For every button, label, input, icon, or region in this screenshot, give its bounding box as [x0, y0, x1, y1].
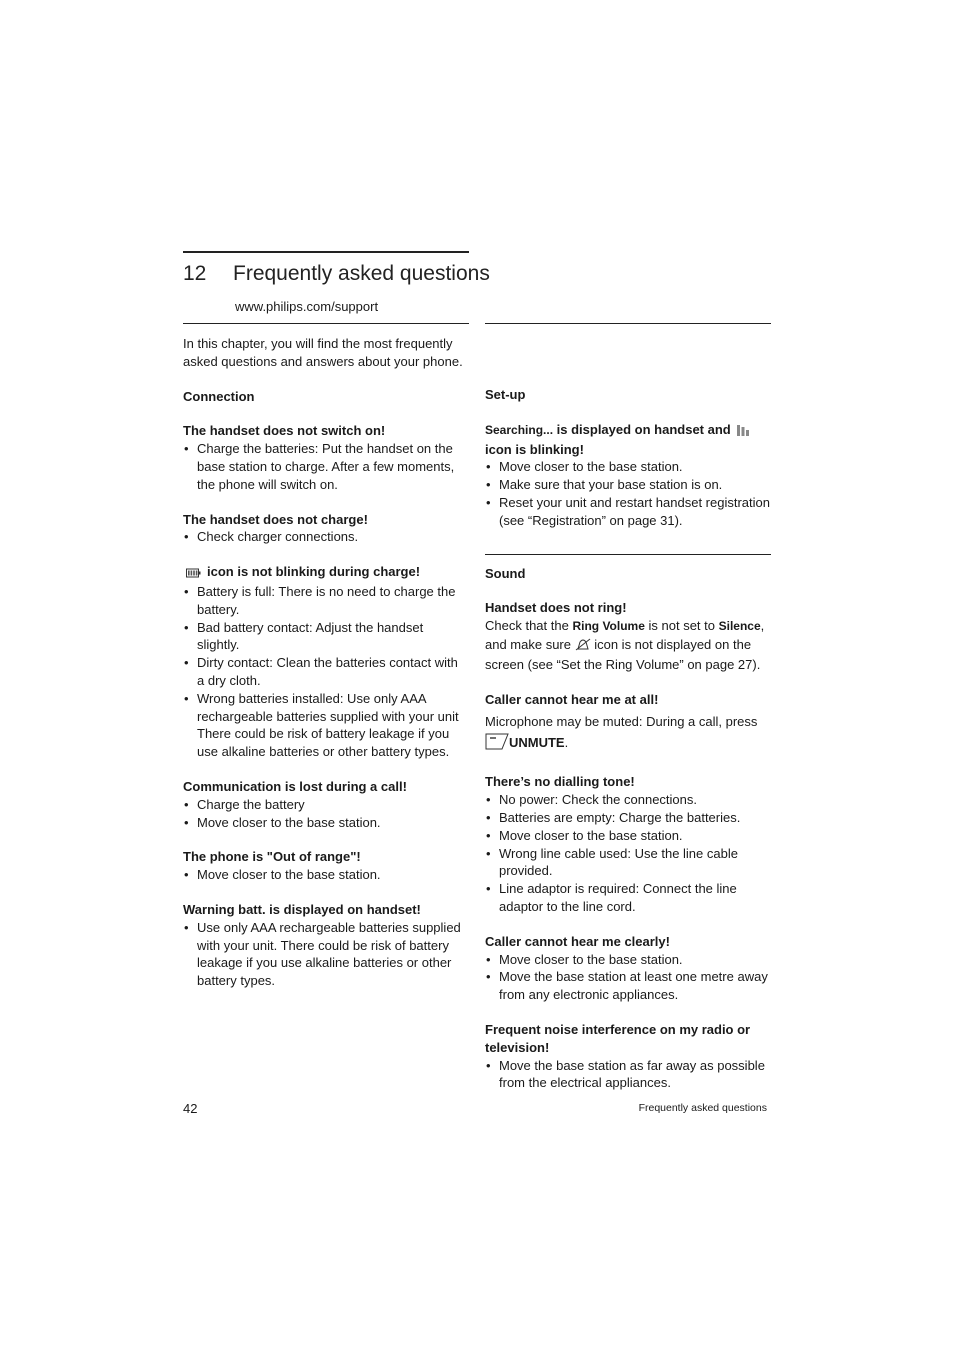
- text-run: Check that the: [485, 618, 573, 634]
- list-item: • Line adaptor is required: Connect the line adaptor to the line cord.: [485, 880, 771, 916]
- list-item: • Move closer to the base station.: [485, 951, 771, 969]
- section-connection: Connection: [183, 388, 255, 404]
- top-rule: [183, 251, 469, 253]
- question-title-text: icon is not blinking during charge!: [207, 564, 421, 580]
- section-sound: Sound: [485, 565, 526, 581]
- question-title: Warning batt. is displayed on handset!: [183, 901, 421, 917]
- menu-silence: Silence: [718, 619, 761, 634]
- intro-text: In this chapter, you will find the most frequently asked questions and answers about your phone.: [183, 336, 463, 369]
- question-title: Caller cannot hear me clearly!: [485, 933, 670, 949]
- section-setup: Set-up: [485, 387, 526, 402]
- list-item: • Move closer to the base station.: [485, 827, 771, 845]
- menu-ring-volume: Ring Volume: [572, 619, 645, 634]
- list-item: • Move closer to the base station.: [485, 458, 771, 476]
- text-run: is not set to: [644, 618, 719, 634]
- question-title: Handset does not ring!: [485, 600, 627, 616]
- chapter-title-text: Frequently asked questions: [233, 262, 490, 285]
- question-title: Caller cannot hear me at all!: [485, 691, 659, 707]
- chapter-title: [183, 262, 490, 286]
- right-header-rule: [485, 323, 771, 324]
- answer-list: [183, 796, 468, 832]
- answer-text: [485, 711, 771, 756]
- answer-list: [485, 458, 771, 529]
- answer-text: [485, 617, 771, 673]
- question-title: The handset does not charge!: [183, 511, 368, 527]
- question-title: The phone is "Out of range"!: [183, 849, 361, 865]
- list-item: • Charge the battery: [183, 796, 468, 814]
- answer-list: [183, 440, 468, 493]
- question-title: The handset does not switch on!: [183, 423, 386, 439]
- list-item: • Batteries are empty: Charge the batteries.: [485, 809, 771, 827]
- question-title: Frequent noise interference on my radio or television!: [485, 1021, 751, 1055]
- question-title-mid: is displayed on handset and: [553, 421, 735, 437]
- ringer-off-icon: [575, 638, 591, 656]
- list-item: • Reset your unit and restart handset registration (see “Registration” on page 31).: [485, 494, 771, 530]
- text-run: Microphone may be muted: During a call, press: [485, 714, 758, 730]
- softkey-icon: [485, 733, 509, 756]
- answer-list: [485, 1057, 771, 1093]
- text-run: .: [564, 735, 569, 751]
- unmute-key: UNMUTE: [509, 735, 565, 751]
- list-item: • Make sure that your base station is on.: [485, 476, 771, 494]
- page-number: 42: [183, 1101, 198, 1116]
- answer-list: [183, 583, 468, 761]
- list-item: • Wrong batteries installed: Use only AAA rechargeable batteries supplied with your unit There could be risk of battery leakage if you use alkaline batteries or other battery types.: [183, 690, 468, 761]
- answer-list: [183, 528, 468, 546]
- list-item: • Check charger connections.: [183, 528, 468, 546]
- list-item: • Move the base station as far away as possible from the electrical appliances.: [485, 1057, 771, 1093]
- answer-list: [485, 791, 771, 916]
- signal-bars-icon: [737, 423, 751, 441]
- text-run: , and make sure: [485, 618, 765, 652]
- list-item: • Dirty contact: Clean the batteries contact with a dry cloth.: [183, 654, 468, 690]
- text-run: icon is not displayed on the screen (see “Set the Ring Volume” on page 27).: [485, 636, 761, 672]
- list-item: • Move closer to the base station.: [183, 866, 468, 884]
- question-title: There’s no dialling tone!: [485, 774, 635, 790]
- battery-icon: [185, 565, 201, 583]
- chapter-number: 12: [183, 262, 207, 285]
- answer-list: [183, 866, 468, 884]
- list-item: • Battery is full: There is no need to charge the battery.: [183, 583, 468, 619]
- list-item: • Move closer to the base station.: [183, 814, 468, 832]
- left-header-rule: [183, 323, 469, 324]
- question-title: [183, 563, 468, 583]
- question-title-end: icon is blinking!: [485, 441, 584, 457]
- right-column: [485, 386, 771, 1109]
- list-item: • No power: Check the connections.: [485, 791, 771, 809]
- answer-list: [183, 919, 468, 990]
- question-title: Communication is lost during a call!: [183, 778, 407, 794]
- list-item: • Use only AAA rechargeable batteries supplied with your unit. There could be risk of battery leakage if you use alkaline batteries or other battery types.: [183, 919, 468, 990]
- answer-list: [485, 951, 771, 1004]
- list-item: • Charge the batteries: Put the handset on the base station to charge. After a few moments, the phone will switch on.: [183, 440, 468, 493]
- list-item: • Wrong line cable used: Use the line cable provided.: [485, 845, 771, 881]
- screen-text-searching: Searching...: [485, 422, 554, 437]
- list-item: • Bad battery contact: Adjust the handset slightly.: [183, 619, 468, 655]
- support-url[interactable]: www.philips.com/support: [235, 299, 379, 314]
- list-item: • Move the base station at least one metre away from any electronic appliances.: [485, 968, 771, 1004]
- sound-rule: [485, 554, 771, 555]
- question-title: [485, 421, 771, 459]
- left-column: [183, 335, 468, 1007]
- footer-section-title: Frequently asked questions: [638, 1102, 767, 1114]
